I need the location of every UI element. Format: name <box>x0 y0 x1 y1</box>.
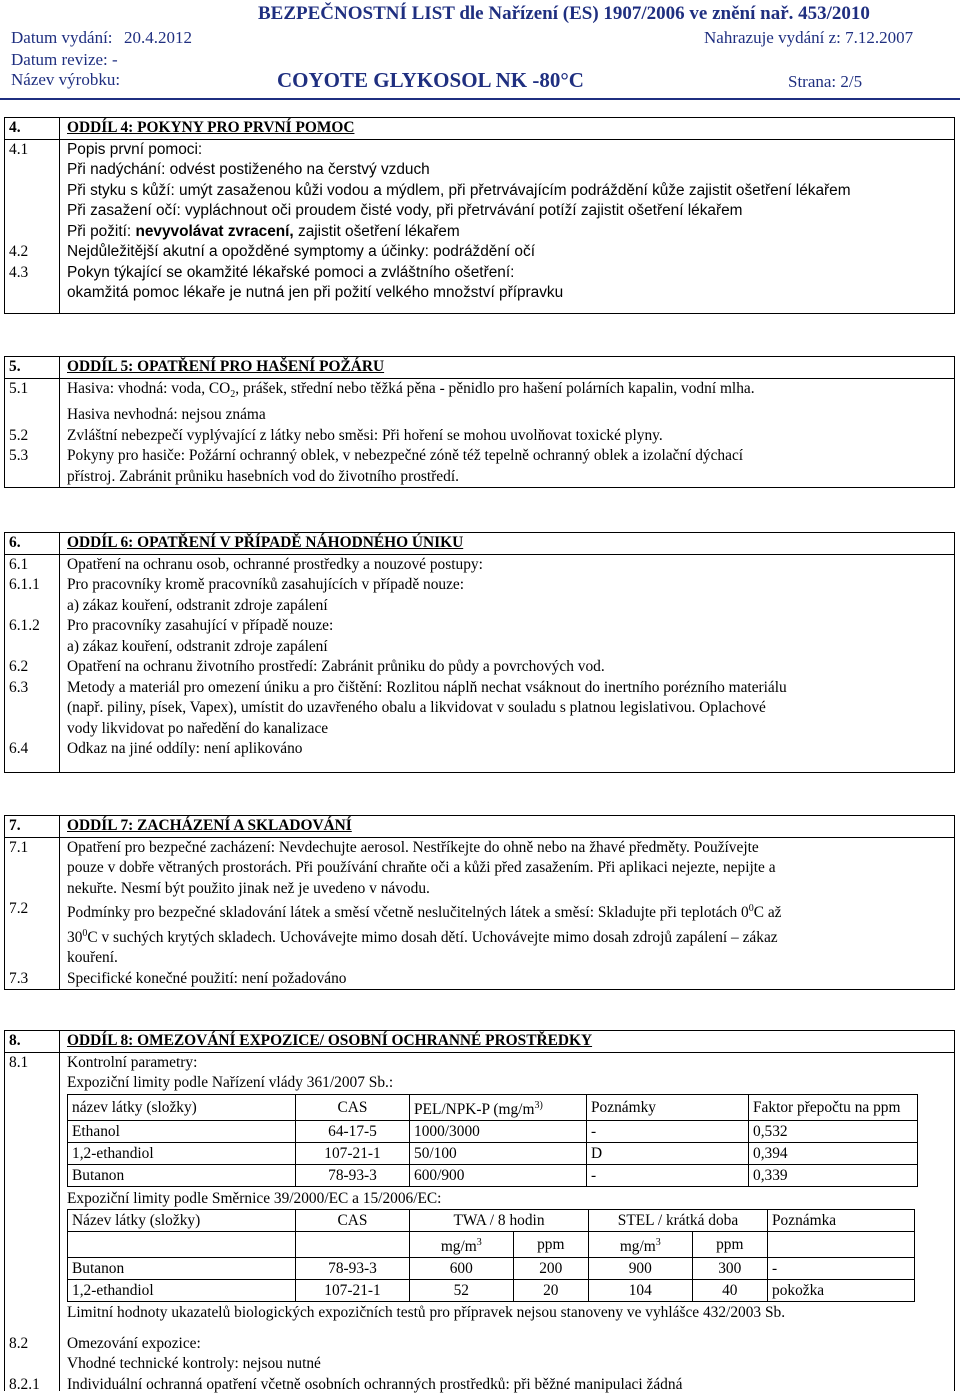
text-row <box>5 379 954 406</box>
text-row <box>5 948 954 969</box>
section-5 <box>4 356 955 488</box>
item-number: 7.2 <box>9 900 29 917</box>
replaces-date: Nahrazuje vydání z: 7.12.2007 <box>704 28 914 47</box>
item-text: Expoziční limity podle Nařízení vlády 361/2007 Sb.: <box>67 1074 394 1091</box>
item-text: ODDÍL 6: OPATŘENÍ V PŘÍPADĚ NÁHODNÉHO ÚNIKU <box>67 534 464 551</box>
item-text: Při styku s kůží: umýt zasaženou kůži vodou a mýdlem, při přetrvávajícím podráždění kůže zajistit ošetření lékařem <box>67 181 851 199</box>
item-text: pouze v dobře větraných prostorách. Při používání chraňte oči a kůži před zasažením. Při aplikaci nejezte, nepijte a <box>67 859 776 876</box>
text-row <box>5 1189 954 1210</box>
item-text: ODDÍL 4: POKYNY PRO PRVNÍ POMOC <box>67 119 355 136</box>
section-7-heading <box>5 815 954 838</box>
item-text: Hasiva: vhodná: voda, $CO_2$, prášek, střední nebo těžká pěna - pěnidlo pro hašení polárních kapalin, vodní mlha. <box>67 379 755 400</box>
item-number: 7.3 <box>9 969 29 987</box>
exposure-table-cz <box>67 1094 918 1187</box>
table-row: Butanon 78-93-3 600/900 - 0,339 <box>68 1164 918 1186</box>
page-number: Strana: 2/5 <box>788 72 863 91</box>
item-text: Pro pracovníky kromě pracovníků zasahujících v případě nouze: <box>67 576 465 593</box>
item-text: vody likvidovat po naředění do kanalizace <box>67 719 329 737</box>
item-text: Opatření na ochranu životního prostředí: Zabránit průniku do půdy a povrchových vod. <box>67 658 605 675</box>
table-row: Butanon 78-93-3 600 200 900 300 - <box>68 1258 915 1280</box>
text-row <box>5 678 954 699</box>
item-text: Individuální ochranná opatření včetně osobních ochranných prostředků: při běžné manipulaci žádná <box>67 1375 683 1393</box>
item-text: Expoziční limity podle Směrnice 39/2000/EC a 15/2006/EC: <box>67 1189 442 1207</box>
item-text: nekuřte. Nesmí být použito jinak než je uvedeno v návodu. <box>67 879 430 897</box>
text-row <box>5 719 954 740</box>
item-text: Pro pracovníky zasahující v případě nouze: <box>67 617 334 634</box>
table-row: 1,2-ethandiol 107-21-1 50/100 D 0,394 <box>68 1142 918 1164</box>
item-number: 7.1 <box>9 838 29 856</box>
item-text: Opatření pro bezpečné zacházení: Nevdechujte aerosol. Nestříkejte do ohně nebo na žhavé předměty. Používejte <box>67 838 759 856</box>
table-units-row: $mg/m^3$ ppm $mg/m^3$ ppm <box>68 1232 915 1258</box>
item-text: Zvláštní nebezpečí vyplývající z látky nebo směsi: Při hoření se mohou uvolňovat toxické plyny. <box>67 426 663 444</box>
item-text: a) zákaz kouření, odstranit zdroje zapálení <box>67 596 328 614</box>
item-text: Popis první pomoci: <box>67 140 203 158</box>
table-row: 1,2-ethandiol 107-21-1 52 20 104 40 pokožka <box>68 1280 915 1302</box>
item-text: Opatření na ochranu osob, ochranné prostředky a nouzové postupy: <box>67 555 483 573</box>
item-number: 5.2 <box>9 426 29 444</box>
item-text: Omezování expozice: <box>67 1334 201 1352</box>
text-row <box>5 657 954 678</box>
text-row <box>5 160 954 181</box>
text-row <box>5 555 954 576</box>
text-row <box>5 739 954 760</box>
product-label: Název výrobku: <box>11 70 121 89</box>
text-row <box>5 1073 954 1094</box>
item-number: 6.1.1 <box>9 576 40 593</box>
text-row <box>5 924 954 949</box>
item-text: Pokyny pro hasiče: Požární ochranný oblek, v nebezpečné zóně též tepelně ochranný oblek a izolační dýchací <box>67 447 744 465</box>
item-text: ODDÍL 5: OPATŘENÍ PRO HAŠENÍ POŽÁRU <box>67 358 385 375</box>
product-name: COYOTE GLYKOSOL NK -80°C <box>277 68 584 92</box>
item-number: 4.1 <box>9 140 29 158</box>
text-row <box>5 283 954 304</box>
text-row <box>5 426 954 447</box>
sheet-title: BEZPEČNOSTNÍ LIST dle Nařízení (ES) 1907/2006 ve znění nař. 453/2010 <box>258 3 870 24</box>
table-row: Ethanol 64-17-5 1000/3000 - 0,532 <box>68 1120 918 1142</box>
text-row <box>5 838 954 859</box>
item-text: Podmínky pro bezpečné skladování látek a směsí včetně neslučitelných látek a směsí: Skladujte při teplotách $0^0C$ až <box>67 903 782 922</box>
table-header: název látky (složky) CAS PEL/NPK-P ($mg/m^{3)}$ Poznámky Faktor přepočtu na ppm <box>68 1094 918 1120</box>
text-row <box>5 899 954 924</box>
item-text: Při nadýchání: odvést postiženého na čerstvý vzduch <box>67 161 430 178</box>
section-5-heading <box>5 356 954 379</box>
item-number: 6.3 <box>9 678 29 696</box>
text-row <box>5 616 954 637</box>
text-row <box>5 405 954 426</box>
text-row <box>5 575 954 596</box>
item-number: 8. <box>9 1032 21 1049</box>
section-8 <box>4 1030 955 1391</box>
text-row <box>5 1334 954 1355</box>
text-row <box>5 698 954 719</box>
item-text: Hasiva nevhodná: nejsou známa <box>67 406 266 424</box>
section-4-heading <box>5 117 954 140</box>
text-row <box>5 467 954 488</box>
text-row <box>5 858 954 879</box>
item-text: ODDÍL 7: ZACHÁZENÍ A SKLADOVÁNÍ <box>67 817 352 834</box>
item-number: 4.3 <box>9 263 29 281</box>
item-number: 4. <box>9 119 21 136</box>
item-text: Vhodné technické kontroly: nejsou nutné <box>67 1355 321 1373</box>
section-6-heading <box>5 532 954 555</box>
text-row <box>5 637 954 658</box>
text-row <box>5 263 954 284</box>
text-row <box>5 222 954 243</box>
section-7 <box>4 815 955 990</box>
revision-date: Datum revize: - <box>11 50 118 69</box>
item-text: Metody a materiál pro omezení úniku a pro čištění: Rozlitou náplň nechat vsáknout do inertního porézního materiálu <box>67 678 787 696</box>
item-number: 6.1.2 <box>9 617 40 634</box>
item-text: přístroj. Zabránit průniku hasebních vod do životního prostředí. <box>67 467 459 485</box>
text-row <box>5 140 954 161</box>
text-row <box>5 1303 954 1324</box>
table-header: Název látky (složky) CAS TWA / 8 hodin STEL / krátká doba Poznámka <box>68 1210 915 1232</box>
section-6 <box>4 532 955 773</box>
item-text: Pokyn týkající se okamžité lékařské pomoci a zvláštního ošetření: <box>67 263 515 281</box>
item-text: Kontrolní parametry: <box>67 1053 198 1071</box>
item-number: 6.2 <box>9 658 29 675</box>
section-8-heading <box>5 1030 954 1053</box>
item-text: Nejdůležitější akutní a opožděné symptomy a účinky: podráždění očí <box>67 243 535 260</box>
item-text: a) zákaz kouření, odstranit zdroje zapálení <box>67 637 328 655</box>
item-text: $30^0C$ v suchých krytých skladech. Uchovávejte mimo dosah dětí. Uchovávejte mimo dosah zdrojů zapálení – zákaz <box>67 927 778 946</box>
item-text: Limitní hodnoty ukazatelů biologických expozičních testů pro přípravek nejsou stanoveny ve vyhlášce 432/2003 Sb. <box>67 1304 786 1322</box>
item-text: okamžitá pomoc lékaře je nutná jen při požití velkého množství přípravku <box>67 284 564 301</box>
item-number: 4.2 <box>9 243 29 260</box>
text-row <box>5 201 954 222</box>
item-number: 5. <box>9 358 21 375</box>
item-number: 8.1 <box>9 1053 29 1071</box>
item-number: 6.4 <box>9 740 29 757</box>
item-text: kouření. <box>67 949 118 967</box>
item-text: ODDÍL 8: OMEZOVÁNÍ EXPOZICE/ OSOBNÍ OCHRANNÉ PROSTŘEDKY <box>67 1032 593 1049</box>
text-row <box>5 446 954 467</box>
text-row <box>5 879 954 900</box>
text-row <box>5 1375 954 1395</box>
section-4 <box>4 117 955 314</box>
text-row <box>5 1354 954 1375</box>
item-number: 8.2.1 <box>9 1375 40 1393</box>
item-text: Při zasažení očí: vypláchnout oči proudem čisté vody, při přetrvávání potíží zajistit ošetření lékařem <box>67 202 743 219</box>
issue-label: Datum vydání: <box>11 28 113 47</box>
exposure-table-eu <box>67 1209 915 1302</box>
text-row <box>5 596 954 617</box>
item-number: 6. <box>9 534 21 551</box>
text-row <box>5 969 954 990</box>
text-row <box>5 1053 954 1074</box>
item-text: (např. piliny, písek, Vapex), umístit do uzavřeného obalu a likvidovat v souladu s platnou legislativou. Oplachové <box>67 699 766 716</box>
text-row <box>5 181 954 202</box>
item-number: 5.3 <box>9 447 29 465</box>
item-number: 6.1 <box>9 555 29 573</box>
item-number: 8.2 <box>9 1334 29 1352</box>
item-text: Odkaz na jiné oddíly: není aplikováno <box>67 740 303 757</box>
item-text: Specifické konečné použití: není požadováno <box>67 969 347 987</box>
item-text: Při požití: nevyvolávat zvracení, zajistit ošetření lékařem <box>67 222 460 240</box>
item-number: 7. <box>9 817 21 834</box>
issue-date: 20.4.2012 <box>124 28 192 47</box>
item-number: 5.1 <box>9 379 29 397</box>
header-rule <box>0 98 960 100</box>
text-row <box>5 242 954 263</box>
